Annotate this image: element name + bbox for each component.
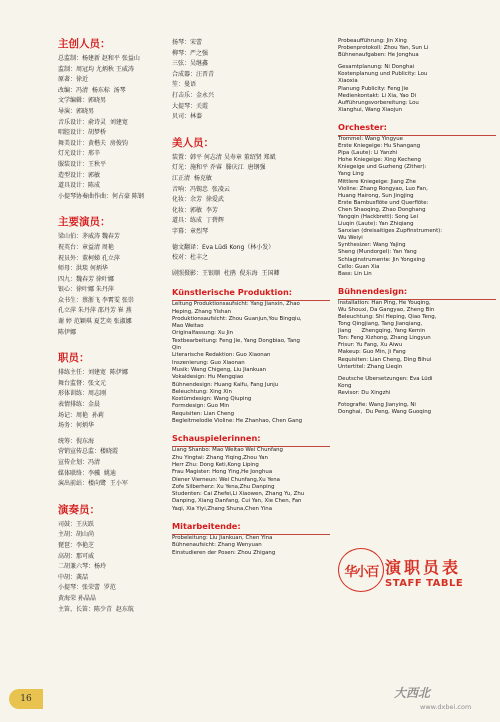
credit-line: Mittlere Kniegeige: Jiang Zhe <box>338 178 416 185</box>
credit-line: 营销宣传总监：楼晓霞 <box>58 448 119 456</box>
credit-line: 师母：洪琰 何炳华 <box>58 265 108 273</box>
credit-line: 江正清 杨克敏 <box>172 174 212 182</box>
credit-line: Bass: Lin Lin <box>338 270 372 277</box>
credit-line: 银心：徐叶娜 朱丹萍 <box>58 286 114 294</box>
section-heading: Künstlerische Produktion: <box>172 287 293 298</box>
credit-line: 贝司：林蓁 <box>172 113 203 121</box>
credit-line: 小提琴：张荣蕾 罗范 <box>58 584 116 592</box>
credit-line: 陈伊娜 <box>58 328 77 336</box>
credit-line: 合成器：汪晋青 <box>172 70 215 78</box>
credit-line: 化妆：余芳 徐爱武 <box>172 196 224 204</box>
credit-line: 祝员外：董柯娣 孔立萍 <box>58 254 120 262</box>
credit-line: 校对：杜丰之 <box>172 254 209 262</box>
credit-line: 中胡：龚喆 <box>58 573 89 581</box>
credit-line: 监制：周冠均 尤炳秋 王威涛 <box>58 65 134 73</box>
credit-line: 字幕：章烈琴 <box>172 227 209 235</box>
credit-line: Probenprotokoll: Zhou Yan, Sun Li <box>338 45 429 52</box>
credit-line: Frau Magister: Hong Ying,He Jonghua <box>172 469 273 476</box>
credit-line: Kostenplanung und Publicity: Lou <box>338 71 428 78</box>
section <box>338 122 496 278</box>
credit-line: Xianghui, Wang Xiaojun <box>338 106 403 113</box>
credit-line: 二胡兼六琴：杨玲 <box>58 563 107 571</box>
section-heading: Bühnendesign: <box>338 285 408 296</box>
credit-line: Jiang Zhengqing, Yang Kemin <box>338 328 426 335</box>
credit-line: Kostümdesign: Wang Qiuping <box>172 396 252 403</box>
credit-line: Sanxian (dreisaitiges Zupfinstrument): <box>338 228 443 235</box>
section-heading: Mitarbeitende: <box>172 521 241 531</box>
credit-line: 三弦：吴继鑫 <box>172 60 209 68</box>
credit-line: Wu Weiyi <box>338 235 363 242</box>
credit-line: Frisur: Yu Fang, Xu Aiwu <box>338 342 403 349</box>
credit-line: Trommel: Wang Yingyue <box>338 135 403 142</box>
credit-line: 宣传企划：冯清 <box>58 459 101 466</box>
credit-line: 灯光：施和平 乔睿 滕庆江 唐钢强 <box>172 164 266 172</box>
credit-line: Probeleitung: Liu Jiankuan, Chen Yina <box>172 535 273 541</box>
section <box>338 38 496 114</box>
credit-line: 众书生：蔡浙飞 李霄雯 张崇 <box>58 296 134 304</box>
credit-line: 主胡：胡山尚 <box>58 531 95 539</box>
credit-line: Cello: Guan Xia <box>338 263 380 270</box>
credit-line: 柳琴：严之强 <box>172 49 209 57</box>
credit-line: Xiaoxia <box>338 78 358 85</box>
credit-line: 灯光设计：邢辛 <box>58 150 101 158</box>
credit-line: 唱腔设计：胡梦桥 <box>58 129 107 137</box>
section <box>58 352 182 490</box>
credit-line: Untertitel: Zhang Lieqin <box>338 363 403 370</box>
credit-line: Tong Qingjiang, Tang Jianqiang, <box>338 321 423 328</box>
page-number: 16 <box>9 689 43 709</box>
credit-line: 改编：冯清 杨东标 汤琴 <box>58 86 126 94</box>
credit-line: Bühnenaufsicht: Zhang Wenyuan <box>172 542 262 549</box>
credit-line: Yangqin (Hackbrett): Song Lei <box>338 213 418 220</box>
credit-line: Hohe Kniegeige: Xing Kecheng <box>338 157 421 164</box>
credit-line: Schlaginstrumente: Jin Yongxing <box>338 256 425 263</box>
section <box>172 287 330 425</box>
credit-line: 表情排练：金晨 <box>58 401 101 409</box>
column-middle <box>172 38 330 557</box>
credit-line: Vokaldesign: Hu Mengqiao <box>172 374 244 381</box>
credit-line: 媒体联络：李骥 姚迪 <box>58 469 116 477</box>
credit-line: Formdesign: Guo Min <box>172 403 230 410</box>
credit-line: Danping, Xiang Danfang, Cui Yan, Xie Chen, Fan <box>172 498 302 505</box>
credit-line: Gesamtplanung: Ni Donghai <box>338 64 415 71</box>
credit-line: 黄海荣 孙晶晶 <box>58 594 96 602</box>
credit-line: Sheng (Mundorgel): Yan Yang <box>338 249 417 256</box>
credit-line: Diener Vierneun: Wei Chunfang,Xu Yena <box>172 476 280 483</box>
credit-line: 祝英台：章益清 周艳 <box>58 243 114 251</box>
credit-line: 场记：周艳 孙莉 <box>58 411 104 419</box>
credit-line: 音乐设计：俞诗灵 刘建宽 <box>58 118 128 126</box>
credit-line: Bühnenaufgaben: He Jonghua <box>338 52 419 59</box>
credit-line: 琵琶：李艳芝 <box>58 541 95 549</box>
credit-line: 造型设计：郭敏 <box>58 171 101 179</box>
watermark-url: www.dxbei.com <box>420 703 472 711</box>
credit-line: Requisiten: Lian Cheng, Ding Bihui <box>338 356 432 363</box>
credit-line: Kniegeige und Guzheng (Zither): <box>338 164 427 171</box>
credit-line: 剧照摄影：王银顺 杜鹃 倪东海 王国卿 <box>172 269 280 277</box>
credit-line: 排练主任：刘建宽 陈伊娜 <box>58 369 128 377</box>
credit-line: 大提琴：关霞 <box>172 102 209 110</box>
credit-line: Chen Shaoqing, Zhao Donghang <box>338 206 426 213</box>
watermark: 大西北 <box>394 686 431 700</box>
credit-line: Ton: Feng Xizhong, Zhang Lingyun <box>338 335 431 342</box>
credit-line: 扬琴：宋蕾 <box>172 39 203 46</box>
logo-seal-icon: 华小百 <box>338 548 384 592</box>
column-left <box>58 38 182 615</box>
credit-line: Liuqin (Laute): Yan Zhiqiang <box>338 221 414 228</box>
credit-line: Deutsche Übersetzungen: Eva Lüdi <box>338 375 433 382</box>
credit-line: Kong <box>338 382 352 389</box>
credit-line: 原著：徐近 <box>58 76 89 84</box>
credit-line: 文学编辑：郭晓男 <box>58 97 107 105</box>
credit-line: Herr Zhu: Dong Keti,Kong Liping <box>172 461 259 468</box>
section <box>58 504 182 615</box>
credit-line: 司鼓：王庆跃 <box>58 520 95 528</box>
credit-line: Originalfassung: Xu Jin <box>172 330 234 337</box>
credit-line: Yaqi, Xia Yiyi,Zhang Shuna,Chen Yina <box>172 505 273 512</box>
section <box>58 216 182 338</box>
credit-line: Erste Kniegeige: Hu Shangang <box>338 143 421 150</box>
credit-line: 音响：冯锡忠 张凌云 <box>172 185 230 193</box>
section <box>172 433 330 513</box>
section <box>172 137 330 280</box>
credit-line: Begleitmelodie Violine: He Zhanhao, Chen Gang <box>172 418 303 425</box>
column-right <box>338 38 496 416</box>
section <box>172 38 330 123</box>
credit-line: 场务：何炳华 <box>58 422 95 430</box>
credit-line: 化妆：郭敏 李芳 <box>172 206 218 214</box>
credit-line: 主笛、长笛：陈少青 赵东航 <box>58 605 134 613</box>
credit-line: Synthesizer: Wang Yajing <box>338 242 406 249</box>
credit-line: 打击乐：金永兴 <box>172 91 215 99</box>
credit-line: 舞美设计：黄楷夫 房俊钧 <box>58 139 128 147</box>
credit-line: 高胡：那可威 <box>58 552 95 560</box>
credit-line: Literarische Redaktion: Guo Xiaonan <box>172 352 271 359</box>
credit-line: 小提琴协奏曲作曲：何占豪 陈钢 <box>58 192 144 200</box>
credit-line: Violine: Zhang Rongyao, Luo Fan, <box>338 185 428 192</box>
credit-line: 形体训练：周志刚 <box>58 390 107 398</box>
credit-line: Installation: Han Ping, He Youqing, <box>338 299 431 306</box>
section-heading: 主创人员： <box>58 38 111 50</box>
credit-line: 笙：曼语 <box>172 81 197 89</box>
section-heading: 主要演员： <box>58 216 111 229</box>
credit-line: Inszenierung: Guo Xiaonan <box>172 359 245 366</box>
credit-line: Donghai, Du Peng, Wang Guoqing <box>338 409 432 416</box>
credit-line: 总监制：杨建新 赵和平 张益山 <box>58 55 140 62</box>
credit-line: Studenten: Cai Zhefei,Li Xiaowen, Zhang Yu, Zhu <box>172 491 305 498</box>
credit-line: Revisor: Du Xingzhi <box>338 389 391 396</box>
credit-line: Wu Shouxi, Da Gangyao, Zheng Bin <box>338 306 435 313</box>
section <box>172 521 330 557</box>
credit-line: 服装设计：王秋平 <box>58 160 107 168</box>
section-heading: Schauspielerinnen: <box>172 433 261 444</box>
credit-line: Makeup: Guo Min, Ji Fang <box>338 349 406 356</box>
credit-line: 装置：韩平 何志清 吴寿章 董绍贤 郑斌 <box>172 153 276 161</box>
credit-line: 梁山伯：茅威涛 魏春芳 <box>58 233 120 241</box>
section-heading: 演奏员： <box>58 503 100 516</box>
credit-line: 孔立萍 朱丹萍 邵丹芳 崔 燕 <box>58 307 132 315</box>
credit-line: Planung Publicity: Feng Jie <box>338 85 409 92</box>
credit-line: Qin <box>172 345 182 352</box>
staff-table-title-cn: 演职员表 <box>385 558 462 577</box>
credit-line: Yang Ling <box>338 171 364 178</box>
credit-line: Einstudieren der Posen: Zhou Zhigang <box>172 549 276 556</box>
credit-line: Requisiten: Lian Cheng <box>172 410 235 417</box>
credit-line: Beleuchtung: Shi Heping, Qiao Teng, <box>338 314 437 320</box>
credit-line: Produktionsaufsicht: Zhou Guanjun,You Bingqiu, <box>172 315 302 322</box>
credit-line: 谢 婷 范颖琪 夏艺奕 张淑娜 <box>58 318 132 326</box>
credit-line: Pipa (Laute): Li Yanzhi <box>338 150 398 157</box>
section <box>338 286 496 416</box>
credit-line: 道具：练成 丁碧辉 <box>172 217 224 225</box>
credit-line: 舞台监督：张文元 <box>58 379 107 387</box>
credit-line: Erste Bambusflöte und Querflöte: <box>338 199 429 206</box>
credit-line: Textbearbeitung: Feng Jie, Yang Dongbiao, Tang <box>172 337 300 344</box>
credit-line: Zofe Silberherz: Xu Yena,Zhu Danping <box>172 483 275 490</box>
credit-line: 导演：郭晓男 <box>58 107 95 115</box>
credit-line: Probeaufführung: Jin Xing <box>338 38 407 44</box>
credit-line: Aufführungsvorbereitung: Lou <box>338 99 419 106</box>
credit-line: 演出前站：楼向鹭 王小军 <box>58 480 128 488</box>
credit-line: Heping, Zhang Yishan <box>172 308 232 315</box>
section-heading: 美人员： <box>172 136 214 149</box>
credit-line: Mao Weitao <box>172 323 204 330</box>
credit-line: 德文翻译：Eva Lüdi Kong（林小发） <box>172 243 275 251</box>
credit-line: Musik: Wang Chigeng, Liu Jiankuan <box>172 366 267 373</box>
credit-line: Beleuchtung: Xing Xin <box>172 388 232 395</box>
credit-line: 道具设计：陈成 <box>58 182 101 190</box>
credit-line: Liang Shanbo: Mao Weitao Wei Chunfang <box>172 447 283 454</box>
credit-line: 统筹：倪东海 <box>58 437 95 445</box>
credit-line: Bühnendesign: Huang Kaifu, Fang Junju <box>172 381 279 388</box>
credit-line: Zhu Yingtai: Zhang Yiqing,Zhou Yan <box>172 454 268 461</box>
section-heading: 职员： <box>58 352 90 365</box>
credit-line: 四九：魏春芳 徐叶娜 <box>58 275 114 283</box>
section <box>58 38 182 202</box>
section-heading: Orchester: <box>338 121 387 132</box>
credit-line: Fotografie: Wang Jianying, Ni <box>338 402 416 409</box>
credit-line: Leitung Produktionsaufsicht: Yang Jianxin, Zhao <box>172 301 300 308</box>
credit-line: Huang Hairong, Sun Jingjing <box>338 192 414 199</box>
credit-line: Medienkontakt: Li Xia, Yao Di <box>338 92 417 99</box>
staff-table-title-en: STAFF TABLE <box>385 578 464 589</box>
